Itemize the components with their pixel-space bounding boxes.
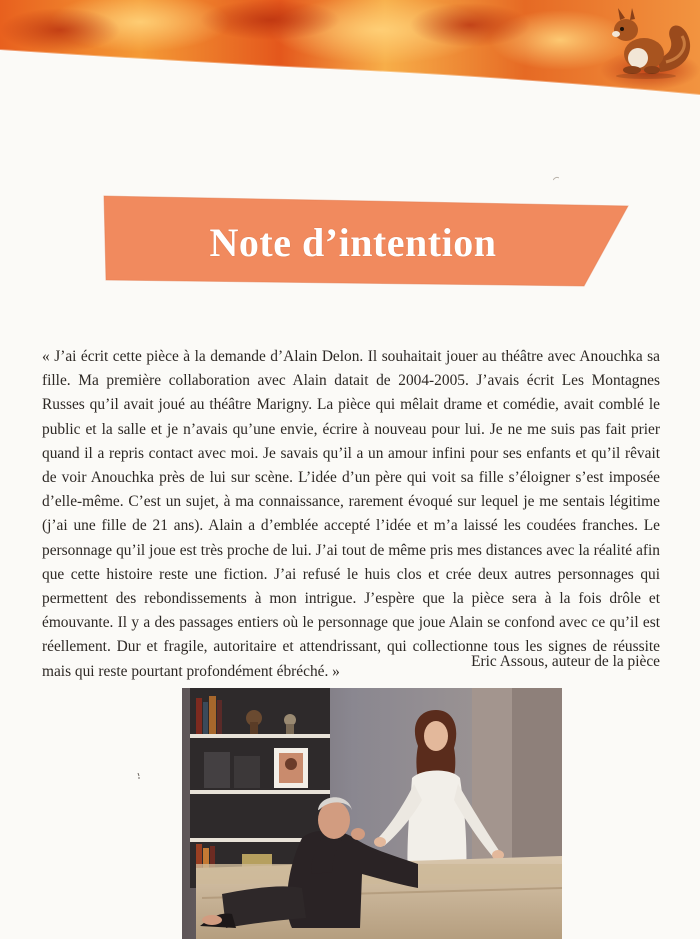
speck-mark — [553, 168, 559, 173]
header-band — [0, 0, 700, 110]
title-banner — [100, 190, 630, 290]
page-title: Note d’intention — [209, 219, 497, 265]
author-signature: Eric Assous, auteur de la pièce — [471, 653, 660, 670]
intention-quote: « J’ai écrit cette pièce à la demande d’Alain Delon. Il souhaitait jouer au théâtre avec Anouchka sa fille. Ma première collaboration avec Alain datait de 2004-2005. J’avais écrit Les Montagnes Russes qu’il avait joué au théâtre Marigny. La pièce qui mêlait drame et comédie, avait comblé le public et la salle et je n’avais qu’une envie, écrire à nouveau pour lui. Je ne me suis pas fait prier quand il a repris contact avec moi. Je savais qu’il a un amour infini pour ses enfants et qu’il rêvait de voir Anouchka près de lui sur scène. L’idée d’un père qui voit sa fille s’éloigner s’est imposée d’elle-même. C’est un sujet, à ma connaissance, rarement évoqué sur lequel je me sentais légitime (j’ai une fille de 21 ans). Alain a d’emblée accepté l’idée et m’a laissé les coudées franches. Le personnage qu’il joue est très proche de lui. J’ai tout de même pris mes distances avec la réalité afin que cette histoire reste une fiction. J’ai refusé le huis clos et crée deux autres personnages qui permettent des rebondissements à mon intrigue. J’espère que la pièce sera à la fois drôle et émouvante. Il y a des passages entiers où le personnage que joue Alain se confond avec ce qu’il est réellement. Dur et fragile, autoritaire et attendrissant, qui collectionne tous les signes de réussite mais qui reste pourtant profondément ébréché. » — [42, 348, 660, 680]
squirrel-icon — [600, 0, 696, 82]
stage-photo — [182, 688, 562, 939]
speck-mark — [137, 766, 141, 772]
stage-scene-image — [182, 688, 562, 939]
flame-band-graphic — [0, 0, 700, 110]
